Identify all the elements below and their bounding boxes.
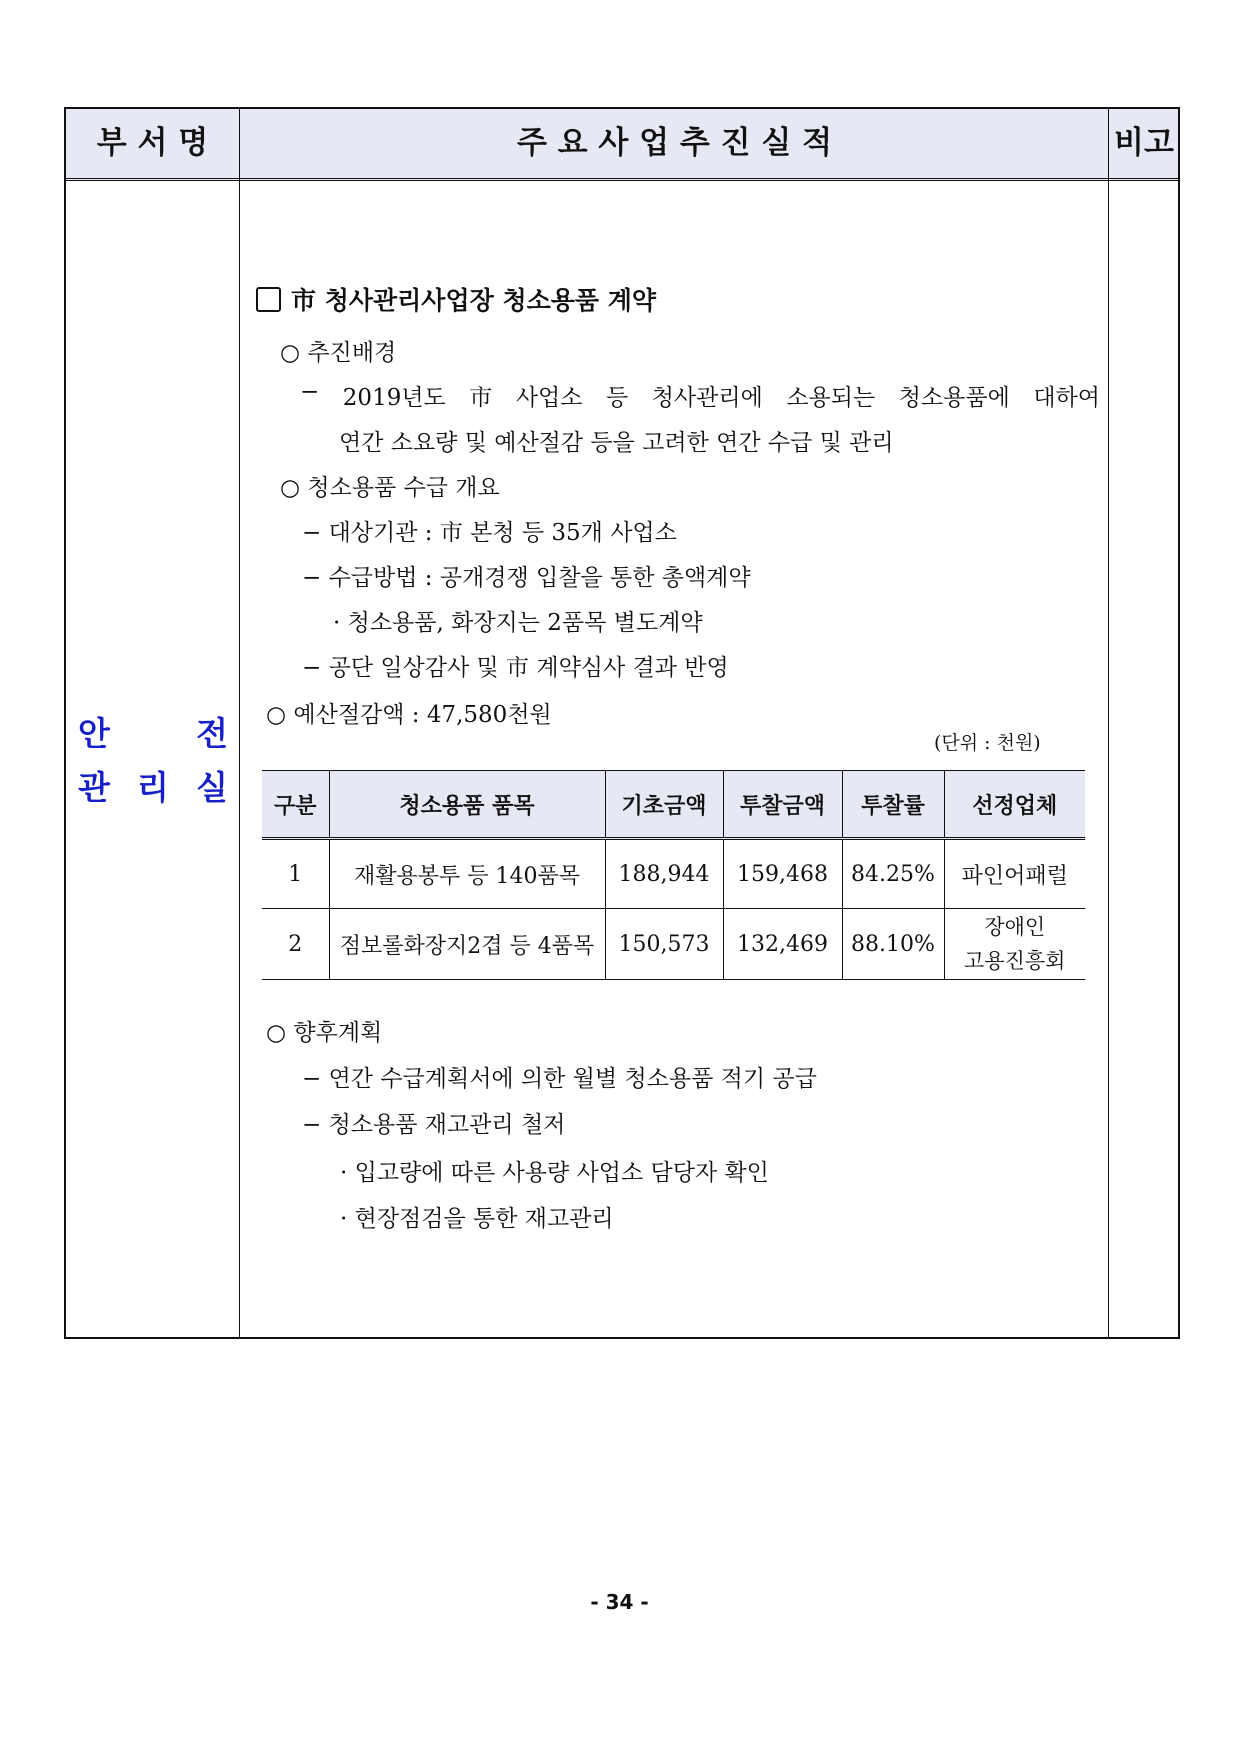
word: 대하여 (1033, 385, 1100, 411)
unit-label: (단위 : 천원) (934, 732, 1041, 754)
col-header: 구분 (262, 771, 329, 839)
overview-item: − 수급방법 : 공개경쟁 입찰을 통한 총액계약 (302, 565, 751, 591)
plan-item: − 청소용품 재고관리 철저 (302, 1112, 566, 1138)
savings-line: ○ 예산절감액 : 47,580천원 (266, 702, 552, 728)
cell-base: 188,944 (605, 839, 723, 909)
header-note: 비고 (1114, 125, 1174, 161)
dash: − (300, 379, 320, 405)
dept-char: 실 (196, 768, 228, 807)
cell-vendor (944, 909, 1085, 980)
cell-no: 2 (262, 909, 329, 980)
col-header: 선정업체 (944, 771, 1085, 839)
background-line-1 (300, 379, 1100, 412)
cell-item: 점보롤화장지2겹 등 4품목 (329, 909, 605, 980)
dept-char: 관 (78, 768, 110, 807)
background-line-2: 연간 소요량 및 예산절감 등을 고려한 연간 수급 및 관리 (339, 430, 894, 456)
overview-heading: ○ 청소용품 수급 개요 (280, 475, 500, 501)
overview-subitem: · 청소용품, 화장지는 2품목 별도계약 (333, 610, 703, 636)
cell-bid: 159,468 (723, 839, 842, 909)
cell-vendor: 파인어패럴 (944, 839, 1085, 909)
header-row (66, 109, 1178, 181)
plan-subitem: · 현장점검을 통한 재고관리 (340, 1206, 614, 1232)
section-title-text: 市 청사관리사업장 청소용품 계약 (291, 286, 657, 315)
col-header: 투찰률 (842, 771, 944, 839)
dept-name (66, 707, 240, 815)
cell-item: 재활용봉투 등 140품목 (329, 839, 605, 909)
header-dept: 부 서 명 (96, 125, 209, 161)
overview-item: − 공단 일상감사 및 市 계약심사 결과 반영 (302, 655, 729, 681)
bid-table (262, 770, 1085, 980)
overview-item: − 대상기관 : 市 본청 등 35개 사업소 (302, 520, 677, 546)
header-main: 주 요 사 업 추 진 실 적 (516, 125, 833, 161)
dept-char: 리 (137, 768, 169, 807)
cell-no: 1 (262, 839, 329, 909)
col-divider-2 (1108, 109, 1109, 1337)
col-header: 투찰금액 (723, 771, 842, 839)
plan-heading: ○ 향후계획 (266, 1020, 383, 1046)
table-header-row (262, 771, 1085, 839)
cell-rate: 84.25% (842, 839, 944, 909)
word: 사업소 (515, 385, 583, 411)
word: 청소용품에 (898, 385, 1010, 411)
page-number: - 34 - (590, 1590, 649, 1614)
vendor-line: 장애인 (984, 915, 1046, 939)
word: 市 (469, 385, 493, 411)
checkbox-square-icon (256, 287, 281, 312)
word: 소용되는 (786, 385, 876, 411)
background-heading: ○ 추진배경 (280, 340, 397, 366)
col-header: 청소용품 품목 (329, 771, 605, 839)
word: 청사관리에 (651, 385, 763, 411)
dept-line-1 (66, 707, 240, 761)
cell-bid: 132,469 (723, 909, 842, 980)
table-row (262, 909, 1085, 980)
dept-line-2 (66, 761, 240, 815)
table-row (262, 839, 1085, 909)
word: 2019년도 (342, 385, 446, 411)
cell-base: 150,573 (605, 909, 723, 980)
plan-item: − 연간 수급계획서에 의한 월별 청소용품 적기 공급 (302, 1066, 817, 1092)
plan-subitem: · 입고량에 따른 사용량 사업소 담당자 확인 (340, 1160, 769, 1186)
col-header: 기초금액 (605, 771, 723, 839)
section-title (256, 281, 656, 317)
cell-rate: 88.10% (842, 909, 944, 980)
dept-char: 안 (78, 714, 110, 753)
vendor-line: 고용진흥회 (964, 949, 1066, 973)
dept-char: 전 (196, 714, 228, 753)
word: 등 (605, 385, 629, 411)
